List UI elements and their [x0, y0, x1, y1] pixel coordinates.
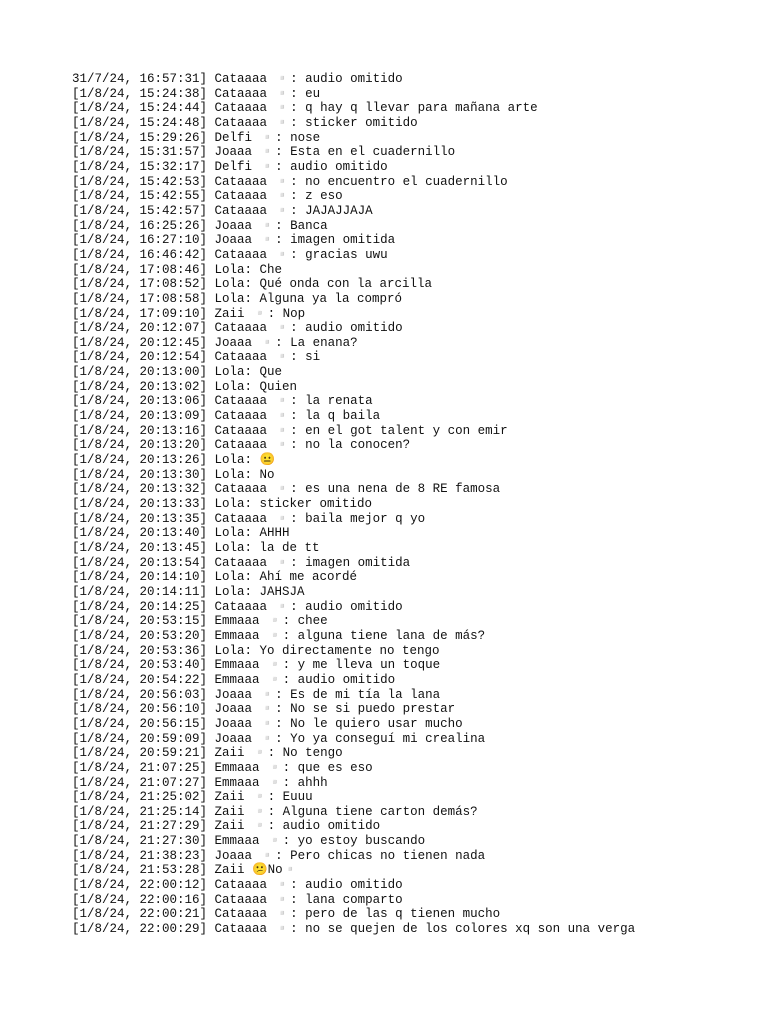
chat-message-line: [1/8/24, 17:08:46] Lola: Che	[72, 262, 283, 277]
chat-message-line: [1/8/24, 15:42:53] Cataaaa ▫️: no encuentro el cuadernillo	[72, 174, 508, 189]
chat-message-line: [1/8/24, 20:53:15] Emmaaa ▫️: chee	[72, 614, 328, 629]
chat-message-line: [1/8/24, 21:53:28] Zaii 😕No▫️	[72, 863, 299, 878]
chat-message-line: [1/8/24, 22:00:16] Cataaaa ▫️: lana comparto	[72, 892, 403, 907]
chat-message-line: [1/8/24, 21:27:30] Emmaaa ▫️: yo estoy buscando	[72, 834, 426, 849]
chat-message-line: [1/8/24, 17:08:52] Lola: Qué onda con la arcilla	[72, 277, 433, 292]
chat-message-line: [1/8/24, 20:59:21] Zaii ▫️: No tengo	[72, 746, 343, 761]
chat-message-line: [1/8/24, 20:12:45] Joaaa ▫️: La enana?	[72, 335, 358, 350]
chat-message-line: [1/8/24, 20:56:15] Joaaa ▫️: No le quiero usar mucho	[72, 716, 463, 731]
chat-message-line: [1/8/24, 16:27:10] Joaaa ▫️: imagen omitida	[72, 233, 396, 248]
chat-message-line: [1/8/24, 20:13:20] Cataaaa ▫️: no la conocen?	[72, 438, 411, 453]
chat-message-line: [1/8/24, 21:27:29] Zaii ▫️: audio omitido	[72, 819, 381, 834]
chat-message-line: [1/8/24, 15:24:44] Cataaaa ▫️: q hay q llevar para mañana arte	[72, 101, 538, 116]
chat-message-line: [1/8/24, 20:13:40] Lola: AHHH	[72, 526, 290, 541]
chat-message-line: [1/8/24, 20:59:09] Joaaa ▫️: Yo ya conseguí mi crealina	[72, 731, 486, 746]
chat-message-line: 31/7/24, 16:57:31] Cataaaa ▫️: audio omitido	[72, 72, 403, 86]
chat-message-line: [1/8/24, 15:29:26] Delfi ▫️: nose	[72, 130, 321, 145]
chat-message-line: [1/8/24, 22:00:21] Cataaaa ▫️: pero de las q tienen mucho	[72, 907, 501, 922]
chat-message-line: [1/8/24, 17:09:10] Zaii ▫️: Nop	[72, 306, 306, 321]
chat-message-line: [1/8/24, 20:12:54] Cataaaa ▫️: si	[72, 350, 321, 365]
chat-message-line: [1/8/24, 17:08:58] Lola: Alguna ya la compró	[72, 291, 403, 306]
chat-message-line: [1/8/24, 20:13:26] Lola: 😐	[72, 453, 276, 468]
chat-message-line: [1/8/24, 20:56:03] Joaaa ▫️: Es de mi tía la lana	[72, 687, 441, 702]
chat-message-line: [1/8/24, 22:00:12] Cataaaa ▫️: audio omitido	[72, 878, 403, 893]
chat-message-line: [1/8/24, 20:12:07] Cataaaa ▫️: audio omitido	[72, 321, 403, 336]
chat-message-line: [1/8/24, 21:07:25] Emmaaa ▫️: que es eso	[72, 760, 373, 775]
chat-message-line: [1/8/24, 20:13:30] Lola: No	[72, 467, 275, 482]
chat-message-line: [1/8/24, 20:53:40] Emmaaa ▫️: y me lleva un toque	[72, 658, 441, 673]
chat-message-line: [1/8/24, 20:13:45] Lola: la de tt	[72, 541, 320, 555]
chat-message-line: [1/8/24, 16:25:26] Joaaa ▫️: Banca	[72, 218, 328, 233]
chat-message-line: [1/8/24, 20:13:16] Cataaaa ▫️: en el got talent y con emir	[72, 423, 508, 438]
chat-message-line: [1/8/24, 20:13:33] Lola: sticker omitido	[72, 497, 373, 512]
chat-message-line: [1/8/24, 15:42:55] Cataaaa ▫️: z eso	[72, 189, 343, 204]
chat-transcript	[72, 72, 762, 937]
chat-message-line: [1/8/24, 20:13:06] Cataaaa ▫️: la renata	[72, 394, 373, 409]
chat-message-line: [1/8/24, 15:32:17] Delfi ▫️: audio omitido	[72, 159, 388, 174]
chat-message-line: [1/8/24, 20:13:35] Cataaaa ▫️: baila mejor q yo	[72, 511, 426, 526]
chat-message-line: [1/8/24, 20:14:25] Cataaaa ▫️: audio omitido	[72, 599, 403, 614]
chat-message-line: [1/8/24, 16:46:42] Cataaaa ▫️: gracias uwu	[72, 247, 388, 262]
chat-message-line: [1/8/24, 20:53:36] Lola: Yo directamente no tengo	[72, 643, 440, 658]
chat-message-line: [1/8/24, 21:38:23] Joaaa ▫️: Pero chicas no tienen nada	[72, 848, 486, 863]
chat-message-line: [1/8/24, 20:14:11] Lola: JAHSJA	[72, 584, 305, 599]
chat-message-line: [1/8/24, 21:25:14] Zaii ▫️: Alguna tiene carton demás?	[72, 804, 478, 819]
chat-message-line: [1/8/24, 20:13:32] Cataaaa ▫️: es una nena de 8 RE famosa	[72, 482, 501, 497]
chat-message-line: [1/8/24, 21:25:02] Zaii ▫️: Euuu	[72, 790, 313, 805]
chat-message-line: [1/8/24, 20:13:09] Cataaaa ▫️: la q baila	[72, 409, 381, 424]
chat-message-line: [1/8/24, 15:24:48] Cataaaa ▫️: sticker omitido	[72, 115, 418, 130]
chat-message-line: [1/8/24, 20:53:20] Emmaaa ▫️: alguna tiene lana de más?	[72, 628, 486, 643]
chat-message-line: [1/8/24, 20:13:00] Lola: Que	[72, 365, 283, 380]
chat-message-line: [1/8/24, 20:56:10] Joaaa ▫️: No se si puedo prestar	[72, 702, 456, 717]
chat-message-line: [1/8/24, 15:31:57] Joaaa ▫️: Esta en el cuadernillo	[72, 145, 456, 160]
chat-message-line: [1/8/24, 20:14:10] Lola: Ahí me acordé	[72, 570, 358, 585]
chat-message-line: [1/8/24, 20:54:22] Emmaaa ▫️: audio omitido	[72, 672, 396, 687]
chat-message-line: [1/8/24, 22:00:29] Cataaaa ▫️: no se quejen de los colores xq son una verga	[72, 922, 636, 937]
chat-message-line: [1/8/24, 15:42:57] Cataaaa ▫️: JAJAJJAJA	[72, 203, 373, 218]
chat-message-line: [1/8/24, 20:13:02] Lola: Quien	[72, 379, 298, 394]
chat-message-line: [1/8/24, 21:07:27] Emmaaa ▫️: ahhh	[72, 775, 328, 790]
chat-message-line: [1/8/24, 15:24:38] Cataaaa ▫️: eu	[72, 86, 321, 101]
chat-message-line: [1/8/24, 20:13:54] Cataaaa ▫️: imagen omitida	[72, 555, 411, 570]
